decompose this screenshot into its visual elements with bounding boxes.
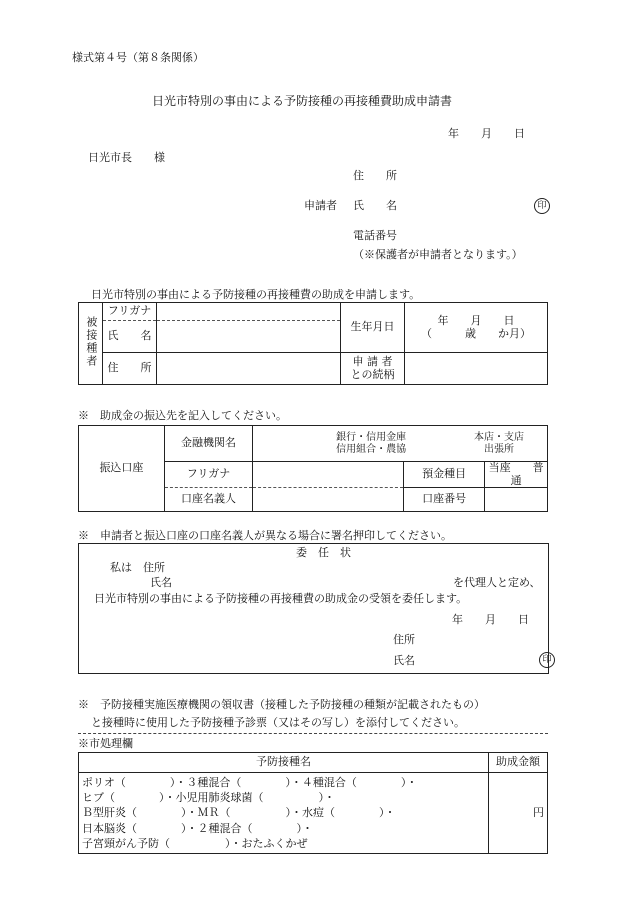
guardian-note: （※保護者が申請者となります。）: [353, 248, 523, 261]
attachment-note-1: ※ 予防接種実施医療機関の領収書（接種した予防接種の種類が記載されたもの）: [78, 698, 485, 711]
vaccine-name-header: 予防接種名: [79, 753, 489, 773]
account-number-field[interactable]: [485, 488, 548, 512]
vaccinee-table: [78, 302, 548, 385]
delegation-seal-mark: 印: [539, 652, 555, 668]
vaccinee-furigana-label: フリガナ: [103, 303, 157, 321]
delegation-line-1: 私は 住所: [110, 561, 165, 574]
delegation-title: 委 任 状: [296, 546, 351, 559]
subsidy-amount-header: 助成金額: [489, 753, 548, 773]
seal-mark: 印: [534, 198, 550, 214]
bank-side-label: 振込口座: [79, 426, 165, 512]
intro-text: 日光市特別の事由による予防接種の再接種費の助成を申請します。: [91, 288, 421, 301]
vaccine-list: [79, 773, 489, 854]
delegation-line-2b: を代理人と定め、: [453, 576, 541, 589]
delegation-address-label: 住所: [393, 633, 415, 646]
vaccinee-side-label: 被接種者: [79, 303, 103, 385]
deposit-type-field[interactable]: 当座 普通: [485, 462, 548, 488]
vaccinee-name-field[interactable]: [157, 321, 341, 353]
account-holder-label: 口座名義人: [164, 488, 252, 512]
vaccinee-address-field[interactable]: [157, 353, 341, 385]
delegation-line-2: 氏名: [150, 576, 172, 589]
office-divider: [78, 733, 548, 734]
institution-label: 金融機関名: [164, 426, 252, 462]
vaccinee-furigana-field[interactable]: [157, 303, 341, 321]
account-holder-field[interactable]: [253, 488, 404, 512]
account-furigana-field[interactable]: [253, 462, 404, 488]
applicant-name-label: 氏 名: [353, 199, 397, 212]
relation-label: 申 請 者 との続柄: [341, 353, 405, 385]
attachment-note-2: と接種時に使用した予防接種予診票（又はその写し）を添付してください。: [91, 716, 465, 729]
delegation-line-3: 日光市特別の事由による予防接種の再接種費の助成金の受領を委任します。: [94, 592, 468, 605]
institution-field[interactable]: 銀行・信用金庫 信用組合・農協 本店・支店 出張所: [253, 426, 548, 462]
account-furigana-label: フリガナ: [164, 462, 252, 488]
birthdate-label: 生年月日: [341, 303, 405, 353]
applicant-role-label: 申請者: [304, 199, 337, 212]
vaccine-row: ポリオ（ ）・３種混合（ ）・４種混合（ ）・: [82, 776, 418, 789]
deposit-type-label: 預金種目: [404, 462, 485, 488]
delegation-date: 年 月 日: [452, 613, 529, 626]
vaccinee-name-label: 氏 名: [103, 321, 157, 353]
bank-note: ※ 助成金の振込先を記入してください。: [78, 409, 287, 422]
yen-unit: 円: [533, 805, 544, 819]
bank-table: [78, 425, 548, 512]
subsidy-amount-field[interactable]: [489, 773, 548, 854]
vaccine-row: 子宮頸がん予防（ ）・おたふくかぜ: [82, 836, 308, 850]
page-title: 日光市特別の事由による予防接種の再接種費助成申請書: [152, 94, 453, 108]
application-date: 年 月 日: [448, 127, 525, 140]
addressee: 日光市長 様: [88, 151, 165, 164]
vaccinee-address-label: 住 所: [103, 353, 157, 385]
birthdate-field[interactable]: 年 月 日 （ 歳 か月）: [405, 303, 548, 353]
delegation-name-label: 氏名: [393, 654, 415, 667]
form-number: 様式第４号（第８条関係）: [72, 51, 204, 64]
vaccine-row: 日本脳炎（ ）・２種混合（ ）・: [82, 821, 313, 835]
vaccine-row: ヒブ（ ）・小児用肺炎球菌（ ）・: [82, 791, 335, 805]
delegation-note: ※ 申請者と振込口座の口座名義人が異なる場合に署名押印してください。: [78, 529, 452, 542]
vaccine-row: Ｂ型肝炎（ ）・ＭＲ（ ）・水痘（ ）・: [82, 806, 396, 820]
applicant-address-label: 住 所: [353, 169, 397, 182]
account-number-label: 口座番号: [404, 488, 485, 512]
relation-field[interactable]: [405, 353, 548, 385]
applicant-phone-label: 電話番号: [353, 229, 397, 242]
office-table: [78, 752, 548, 854]
office-use-label: ※市処理欄: [78, 737, 133, 750]
